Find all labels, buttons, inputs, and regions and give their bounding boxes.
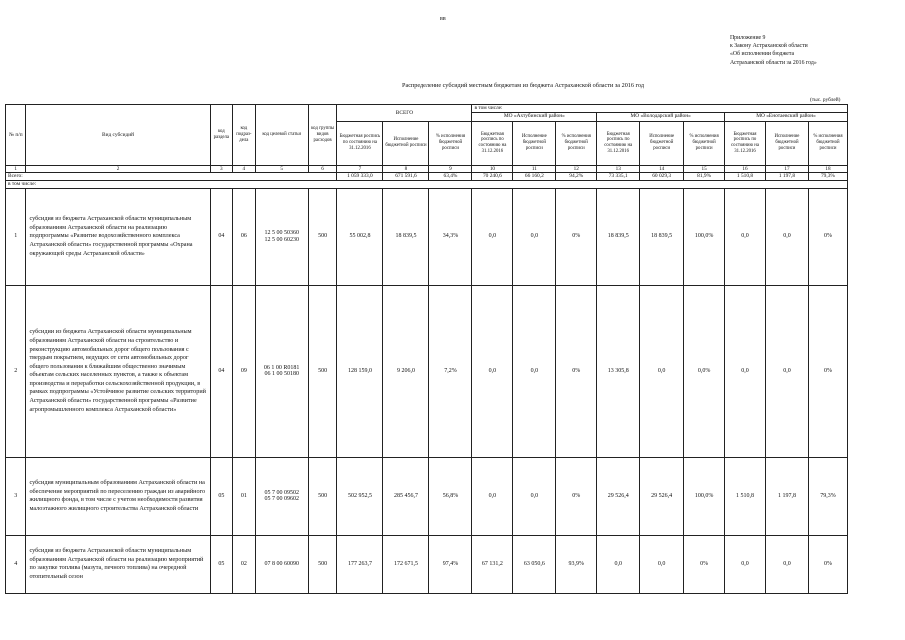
- row-value: 0%: [808, 188, 847, 285]
- row-value: 0,0: [513, 285, 556, 457]
- target-code: 06 1 00 50180: [264, 371, 299, 378]
- row-value: 1 197,8: [765, 457, 808, 535]
- row-value: 0,0: [725, 188, 766, 285]
- header-execution: Исполнение бюджетной росписи: [640, 121, 684, 165]
- row-value: 0%: [684, 535, 725, 593]
- row-value: 177 263,7: [337, 535, 383, 593]
- row-value: 18 839,5: [640, 188, 684, 285]
- table-row: [6, 285, 848, 457]
- row-value: 56,8%: [429, 457, 472, 535]
- column-number: 15: [684, 165, 725, 173]
- total-value: 1 059 333,0: [337, 173, 383, 181]
- row-value: 0,0: [513, 457, 556, 535]
- column-number: 17: [765, 165, 808, 173]
- row-value: 18 839,5: [383, 188, 429, 285]
- column-number: 18: [808, 165, 847, 173]
- column-number: 8: [383, 165, 429, 173]
- total-value: 60 029,3: [640, 173, 684, 181]
- row-num: 2: [6, 285, 26, 457]
- row-target: [255, 535, 308, 593]
- column-number: 7: [337, 165, 383, 173]
- row-num: 1: [6, 188, 26, 285]
- row-section: 04: [210, 188, 233, 285]
- row-value: 97,4%: [429, 535, 472, 593]
- header-pct: % исполнения бюджетной росписи: [684, 121, 725, 165]
- row-value: 0,0: [597, 535, 640, 593]
- row-value: 0%: [556, 285, 597, 457]
- appendix-line: Астраханской области за 2016 год»: [730, 59, 817, 66]
- header-execution: Исполнение бюджетной росписи: [765, 121, 808, 165]
- column-number: 10: [472, 165, 513, 173]
- row-value: 0,0: [765, 285, 808, 457]
- column-number: 9: [429, 165, 472, 173]
- table-row: [6, 188, 848, 285]
- row-subsection: 06: [233, 188, 256, 285]
- header-total: ВСЕГО: [337, 105, 472, 122]
- total-value: 66 160,2: [513, 173, 556, 181]
- header-budget: Бюджетная роспись по состоянию на 31.12.2016: [725, 121, 766, 165]
- subsidies-table: [5, 104, 848, 594]
- row-value: 0%: [808, 535, 847, 593]
- row-value: 100,0%: [684, 188, 725, 285]
- row-value: 100,0%: [684, 457, 725, 535]
- target-code: 06 1 00 R0181: [263, 364, 300, 371]
- row-value: 0,0: [472, 285, 513, 457]
- header-budget: Бюджетная роспись по состоянию на 31.12.2016: [337, 121, 383, 165]
- target-code: 05 7 00 09602: [264, 496, 299, 503]
- row-value: 0,0: [640, 285, 684, 457]
- row-value: 63 050,6: [513, 535, 556, 593]
- row-value: 285 456,7: [383, 457, 429, 535]
- row-value: 0%: [808, 285, 847, 457]
- row-value: 7,2%: [429, 285, 472, 457]
- target-code: 12 5 00 60230: [264, 236, 299, 243]
- row-value: 0,0: [640, 535, 684, 593]
- row-exp: 500: [308, 535, 337, 593]
- row-value: 34,3%: [429, 188, 472, 285]
- row-target: [255, 285, 308, 457]
- column-number: 12: [556, 165, 597, 173]
- header-pct: % исполнения бюджетной росписи: [556, 121, 597, 165]
- row-exp: 500: [308, 188, 337, 285]
- row-value: 93,9%: [556, 535, 597, 593]
- row-name: субсидия из бюджета Астраханской области муниципальным образованиям Астраханской области на реализацию подпрограммы «Развитие водохозяйственного комплекса Астраханской области» государственной программы «Охрана окружающей среды Астраханской области»: [26, 188, 210, 285]
- total-value: 671 591,6: [383, 173, 429, 181]
- total-value: 70 240,6: [472, 173, 513, 181]
- appendix-line: «Об исполнении бюджета: [730, 51, 795, 58]
- row-num: 3: [6, 457, 26, 535]
- row-value: 128 159,0: [337, 285, 383, 457]
- header-execution: Исполнение бюджетной росписи: [513, 121, 556, 165]
- header-including: в том числе:: [472, 105, 848, 113]
- column-number: 14: [640, 165, 684, 173]
- appendix-line: к Закону Астраханской области: [730, 43, 808, 50]
- column-number: 2: [26, 165, 210, 173]
- units-note: (тыс. рублей): [810, 97, 841, 103]
- total-value: 94,2%: [556, 173, 597, 181]
- row-value: 0%: [556, 188, 597, 285]
- row-exp: 500: [308, 285, 337, 457]
- row-section: 04: [210, 285, 233, 457]
- header-budget: Бюджетная роспись по состоянию на 31.12.2016: [472, 121, 513, 165]
- target-code: 12 5 00 50360: [264, 230, 299, 237]
- row-section: 05: [210, 535, 233, 593]
- appendix-line: Приложение 9: [730, 35, 766, 41]
- header-mo-akhtubinsky: МО «Ахтубинский район»: [472, 112, 597, 121]
- row-value: 0,0%: [684, 285, 725, 457]
- row-value: 0,0: [472, 457, 513, 535]
- row-value: 1 510,8: [725, 457, 766, 535]
- header-pct: % исполнения бюджетной росписи: [429, 121, 472, 165]
- header-mo-enotaevsky: МО «Енотаевский район»: [725, 112, 848, 121]
- row-name: субсидия муниципальным образованиям Астраханской области на обеспечение мероприятий по переселению граждан из аварийного жилищного фонда, в том числе с учетом необходимости развития малоэтажного жилищного строительства Астраханской области: [26, 457, 210, 535]
- total-label: Всего:: [6, 173, 337, 181]
- row-value: 0,0: [513, 188, 556, 285]
- column-number: 5: [255, 165, 308, 173]
- header-mo-volodarsky: МО «Володарский район»: [597, 112, 725, 121]
- row-name: субсидия из бюджета Астраханской области муниципальным образованиям Астраханской области на реализацию мероприятий по закупке топлива (мазута, печного топлива) на очередной отопительный сезон: [26, 535, 210, 593]
- column-number: 3: [210, 165, 233, 173]
- row-value: 0,0: [725, 535, 766, 593]
- column-number: 16: [725, 165, 766, 173]
- header-pct: % исполнения бюджетной росписи: [808, 121, 847, 165]
- row-value: 502 952,5: [337, 457, 383, 535]
- row-target: [255, 457, 308, 535]
- total-value: 1 510,8: [725, 173, 766, 181]
- header-type: Вид субсидий: [26, 105, 210, 166]
- row-value: 0%: [556, 457, 597, 535]
- target-code: 07 8 00 60090: [264, 560, 299, 567]
- header-num: № п/п: [6, 105, 26, 166]
- table-row: [6, 457, 848, 535]
- row-value: 29 526,4: [640, 457, 684, 535]
- row-name: субсидии из бюджета Астраханской области муниципальным образованиям Астраханской области на строительство и реконструкцию автомобильных дорог общего пользования с твердым покрытием, ведущих от сети автомобильных дорог общего пользования к ближайшим общественно значимым объектам сельских населенных пунктов, а также к объектам производства и переработки сельскохозяйственной продукции, в рамках подпрограммы «Устойчивое развитие сельских территорий Астраханской области» государственной программы «Развитие агропромышленного комплекса Астраханской области»: [26, 285, 210, 457]
- row-value: 13 305,8: [597, 285, 640, 457]
- table-row: [6, 535, 848, 593]
- total-value: 73 335,1: [597, 173, 640, 181]
- row-value: 0,0: [765, 535, 808, 593]
- page-number: вв: [440, 16, 446, 22]
- row-subsection: 09: [233, 285, 256, 457]
- row-value: 0,0: [765, 188, 808, 285]
- row-subsection: 01: [233, 457, 256, 535]
- document-title: Распределение субсидий местным бюджетам из бюджета Астраханской области за 2016 год: [402, 82, 644, 89]
- row-value: 0,0: [472, 188, 513, 285]
- total-value: 1 197,8: [765, 173, 808, 181]
- column-number: 1: [6, 165, 26, 173]
- row-target: [255, 188, 308, 285]
- row-value: 9 206,0: [383, 285, 429, 457]
- column-number: 4: [233, 165, 256, 173]
- column-number: 11: [513, 165, 556, 173]
- row-num: 4: [6, 535, 26, 593]
- header-section: код раздела: [210, 105, 233, 166]
- total-value: 63,4%: [429, 173, 472, 181]
- including-label: в том числе:: [6, 181, 848, 189]
- row-subsection: 02: [233, 535, 256, 593]
- row-value: 79,3%: [808, 457, 847, 535]
- row-value: 67 131,2: [472, 535, 513, 593]
- row-value: 55 002,8: [337, 188, 383, 285]
- row-value: 0,0: [725, 285, 766, 457]
- header-exp-group: код группы видов расходов: [308, 105, 337, 166]
- total-value: 81,9%: [684, 173, 725, 181]
- header-target: код целевой статьи: [255, 105, 308, 166]
- header-execution: Исполнение бюджетной росписи: [383, 121, 429, 165]
- appendix-note: [730, 34, 817, 67]
- row-section: 05: [210, 457, 233, 535]
- row-value: 29 526,4: [597, 457, 640, 535]
- column-number: 13: [597, 165, 640, 173]
- row-value: 172 671,5: [383, 535, 429, 593]
- target-code: 05 7 00 09502: [264, 489, 299, 496]
- header-budget: Бюджетная роспись по состоянию на 31.12.2016: [597, 121, 640, 165]
- row-exp: 500: [308, 457, 337, 535]
- header-subsection: код подраз-дела: [233, 105, 256, 166]
- column-number: 6: [308, 165, 337, 173]
- total-value: 79,3%: [808, 173, 847, 181]
- row-value: 18 839,5: [597, 188, 640, 285]
